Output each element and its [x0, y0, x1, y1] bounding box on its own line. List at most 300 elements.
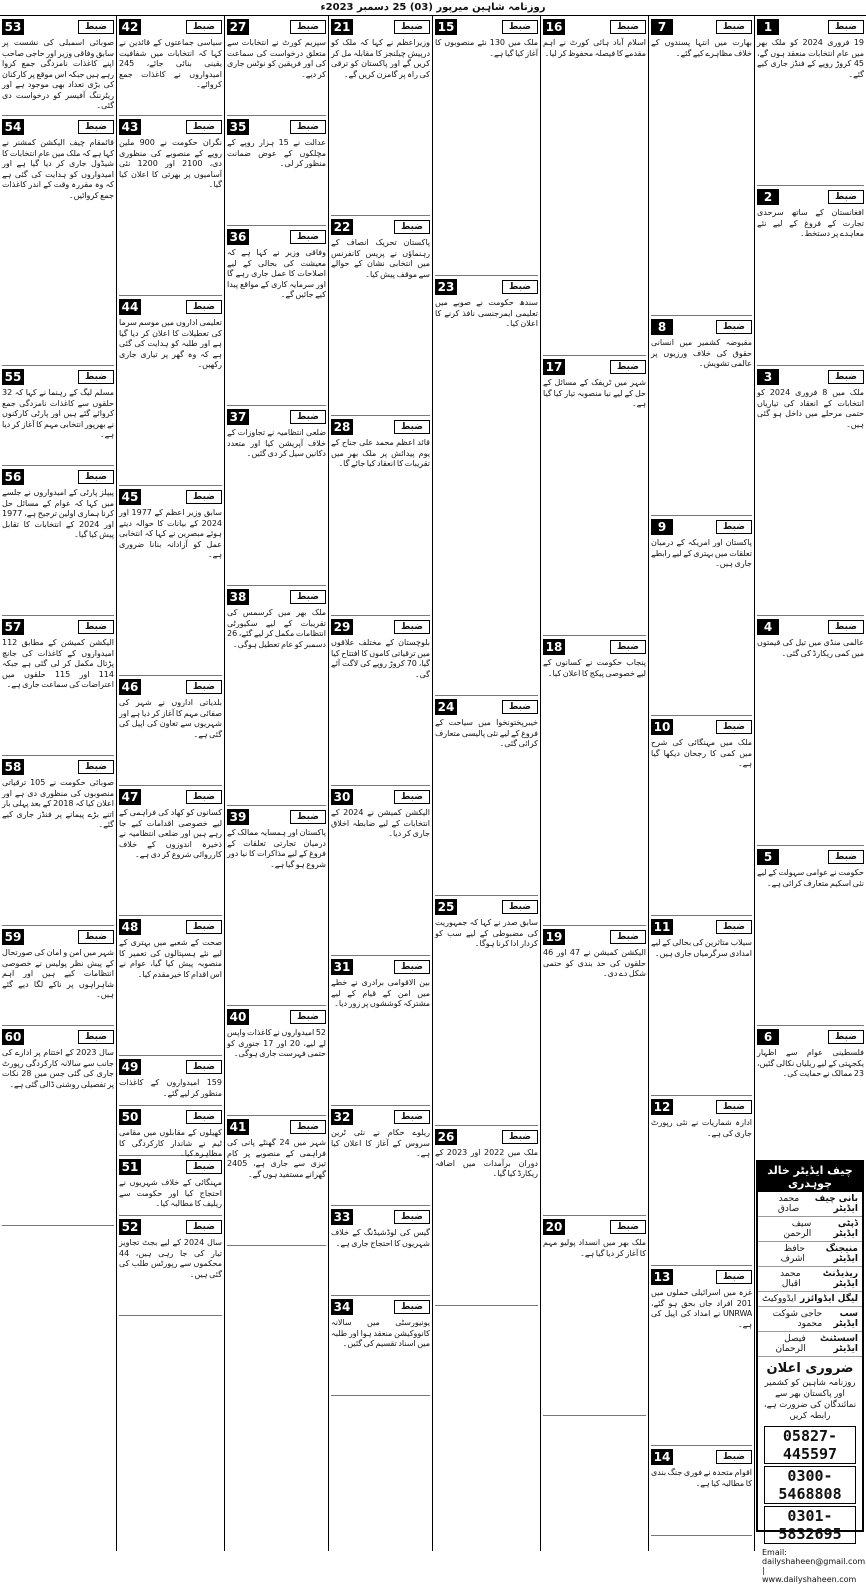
news-item-badge: ضبط: [186, 1110, 222, 1124]
news-item-text: سال 2023 کے اختتام پر ادارے کی جانب سے سالانہ کارکردگی رپورٹ جاری کی گئی جس میں 28 نکات پر تفصیلی روشنی ڈالی گئی ہے۔: [2, 1048, 114, 1089]
news-item-text: صوبائی حکومت نے 105 ترقیاتی منصوبوں کی منظوری دی ہے اور اعلان کیا کہ 2018 کے بعد پہلی بار اتنے بڑے پیمانے پر فنڈز جاری کیے گئے۔: [2, 778, 114, 829]
news-item-badge: ضبط: [186, 120, 222, 134]
news-item: [331, 416, 430, 616]
editorial-credits-box: [756, 1160, 866, 1584]
news-item-number: 25: [435, 899, 457, 915]
news-item: [331, 16, 430, 216]
news-item-text: عالمی منڈی میں تیل کی قیمتوں میں کمی ریکارڈ کی گئی۔: [757, 638, 864, 658]
credit-name: محمد صادق: [777, 1194, 800, 1214]
news-column: [432, 16, 540, 1551]
credit-role: سب ایڈیٹر: [833, 1309, 858, 1329]
news-item-text: کھیلوں کے مقابلوں میں مقامی ٹیم نے شاندار کارکردگی کا مظاہرہ کیا۔: [119, 1128, 222, 1158]
news-item-number: 7: [651, 19, 673, 35]
news-column: [648, 16, 754, 1551]
news-item-number: 45: [119, 489, 141, 505]
news-item: [651, 716, 752, 916]
news-item-number: 5: [757, 849, 779, 865]
news-item: [757, 846, 864, 1026]
news-item-number: 43: [119, 119, 141, 135]
news-item-header: [435, 278, 538, 296]
news-item-header: [331, 1108, 430, 1126]
credit-name: محمد اقبال: [780, 1269, 801, 1289]
news-item-text: الیکشن کمیشن کے مطابق 112 امیدواروں کے کاغذات کی جانچ پڑتال مکمل کر لی گئی ہے جبکہ 114 اور 115 حلقوں میں اعتراضات کی سماعت جاری ہے۔: [2, 638, 114, 689]
news-item-number: 50: [119, 1109, 141, 1125]
news-item-header: [757, 618, 864, 636]
news-item-text: پنجاب حکومت نے کسانوں کے لیے خصوصی پیکج کا اعلان کیا۔: [543, 658, 646, 678]
news-item-header: [2, 368, 114, 386]
news-item-badge: ضبط: [290, 120, 326, 134]
credit-name: حافظ اشرف: [780, 1244, 805, 1264]
news-item-text: الیکشن کمیشن نے 47 اور 46 حلقوں کی حد بندی کو حتمی شکل دے دی۔: [543, 948, 646, 978]
news-item: [651, 916, 752, 1096]
news-item: [331, 786, 430, 956]
news-item: [119, 1056, 222, 1106]
news-item: [2, 616, 114, 756]
news-item-badge: ضبط: [610, 930, 646, 944]
news-item-badge: ضبط: [716, 520, 752, 534]
notice-body: روزنامہ شاہین کو کشمیر اور پاکستان بھر سے نمائندگان کی ضرورت ہے، رابطہ کریں: [763, 1378, 857, 1421]
news-item-badge: ضبط: [290, 1120, 326, 1134]
news-item: [227, 1006, 326, 1116]
news-item-number: 55: [2, 369, 24, 385]
news-item-text: سابق صدر نے کہا کہ جمہوریت کی مضبوطی کے لیے سب کو کردار ادا کرنا ہوگا۔: [435, 918, 538, 948]
phone-number: 0301-5832695: [764, 1506, 856, 1544]
news-item-header: [435, 18, 538, 36]
news-item-header: [543, 18, 646, 36]
news-item-number: 29: [331, 619, 353, 635]
news-item-header: [119, 118, 222, 136]
news-item-badge: ضبط: [394, 20, 430, 34]
news-item-header: [119, 1108, 222, 1126]
news-item-header: [119, 1218, 222, 1236]
news-item-header: [543, 358, 646, 376]
news-item-text: یونیورسٹی میں سالانہ کانووکیشن منعقد ہوا اور طلبہ میں اسناد تقسیم کی گئیں۔: [331, 1318, 430, 1348]
credit-role: بانی چیف ایڈیٹر: [814, 1194, 858, 1214]
news-item: [119, 786, 222, 916]
news-item-text: شہر میں امن و امان کی صورتحال کے پیش نظر پولیس نے خصوصی انتظامات کیے ہیں اور اہم شاہراہوں پر ناکے لگا دیے گئے ہیں۔: [2, 948, 114, 999]
news-item-text: ملک میں 8 فروری 2024 کو انتخابات کے انعقاد کی تیاریاں حتمی مرحلے میں داخل ہو گئی ہیں۔: [757, 388, 865, 429]
news-item-badge: ضبط: [502, 700, 538, 714]
news-column: [116, 16, 224, 1551]
news-item-badge: ضبط: [502, 1130, 538, 1144]
news-item-header: [2, 1028, 114, 1046]
news-item-badge: ضبط: [290, 230, 326, 244]
news-item-badge: ضبط: [502, 20, 538, 34]
news-item: [2, 116, 114, 366]
news-item: [651, 1096, 752, 1266]
news-item-text: خیبرپختونخوا میں سیاحت کے فروغ کے لیے نئی پالیسی متعارف کرائی گئی۔: [435, 718, 538, 748]
news-item: [543, 636, 646, 926]
news-item-badge: ضبط: [716, 720, 752, 734]
news-item-header: [543, 928, 646, 946]
news-item-header: [651, 718, 752, 736]
news-item-number: 1: [757, 19, 779, 35]
news-item: [2, 466, 114, 616]
chief-editor-header: چیف ایڈیٹر خالد چوہدری: [758, 1162, 862, 1192]
news-item-badge: ضبط: [290, 1010, 326, 1024]
news-item-badge: ضبط: [290, 810, 326, 824]
news-item-badge: ضبط: [828, 850, 864, 864]
news-item-number: 2: [757, 189, 779, 205]
news-item-header: [227, 588, 326, 606]
news-item-number: 12: [651, 1099, 673, 1115]
news-item-badge: ضبط: [394, 620, 430, 634]
news-item-text: حکومت نے عوامی سہولت کے لیے نئی اسکیم متعارف کرائی ہے۔: [757, 868, 864, 888]
news-item: [227, 1116, 326, 1246]
news-item-number: 26: [435, 1129, 457, 1145]
news-item-header: [119, 298, 222, 316]
news-item: [119, 296, 222, 486]
news-item-header: [227, 18, 326, 36]
news-item-badge: ضبط: [828, 370, 864, 384]
news-item-badge: ضبط: [394, 420, 430, 434]
news-item-header: [2, 758, 114, 776]
news-item-header: [331, 1208, 430, 1226]
news-item-text: ادارہ شماریات نے نئی رپورٹ جاری کی ہے۔: [651, 1118, 752, 1138]
news-item-badge: ضبط: [394, 790, 430, 804]
news-item-number: 51: [119, 1159, 141, 1175]
credit-row: [758, 1292, 862, 1307]
masthead-title: روزنامہ شاہین میرپور (03) 25 دسمبر 2023ء: [320, 2, 546, 13]
news-item-header: [757, 368, 864, 386]
news-item-text: ملک بھر میں کرسمس کی تقریبات کے لیے سکیورٹی انتظامات مکمل کر لیے گئے، 26 دسمبر کو عام تعطیل ہوگی۔: [227, 608, 326, 649]
news-item: [331, 1206, 430, 1296]
news-item-badge: ضبط: [828, 620, 864, 634]
news-item-text: قائد اعظم محمد علی جناح کے یوم پیدائش پر ملک بھر میں تقریبات کا انعقاد کیا جائے گا۔: [331, 438, 430, 468]
news-item-header: [651, 918, 752, 936]
news-item-number: 11: [651, 919, 673, 935]
news-item-text: مسلم لیگ کے رہنما نے کہا کہ 32 حلقوں سے کاغذات نامزدگی جمع کروائے گئے ہیں اور پارٹی کارکنوں نے بھرپور انتخابی مہم کا آغاز کر دیا ہے۔: [2, 388, 114, 439]
news-item-text: الیکشن کمیشن نے 2024 کے انتخابات کے لیے ضابطہ اخلاق جاری کر دیا۔: [331, 808, 430, 838]
credit-row: [758, 1242, 862, 1267]
news-item: [119, 486, 222, 676]
news-item-text: شہر میں 24 گھنٹے پانی کی فراہمی کے منصوبے پر کام تیزی سے جاری ہے، 2405 گھرانے مستفید ہوں گے۔: [227, 1138, 326, 1179]
news-item-text: اقوام متحدہ نے فوری جنگ بندی کا مطالبہ کیا ہے۔: [651, 1468, 752, 1488]
news-item-badge: ضبط: [394, 1300, 430, 1314]
news-item-text: 19 فروری 2024 کو ملک بھر میں عام انتخابات منعقد ہوں گے، 45 کروڑ روپے کے فنڈز جاری کیے گئے۔: [757, 38, 864, 79]
news-item-badge: ضبط: [186, 680, 222, 694]
news-item: [543, 926, 646, 1216]
news-item-badge: ضبط: [716, 320, 752, 334]
news-item: [331, 1106, 430, 1206]
news-item-header: [227, 808, 326, 826]
news-item-number: 36: [227, 229, 249, 245]
news-item-text: تعلیمی اداروں میں موسم سرما کی تعطیلات کا اعلان کر دیا گیا ہے اور طلبہ کو ہدایت کی گئی ہے کہ وہ گھر پر تیاری جاری رکھیں۔: [119, 318, 222, 369]
news-item-badge: ضبط: [394, 1210, 430, 1224]
news-item: [757, 616, 864, 846]
news-item-number: 17: [543, 359, 565, 375]
news-item: [543, 16, 646, 356]
news-item-number: 28: [331, 419, 353, 435]
news-item-badge: ضبط: [186, 1160, 222, 1174]
news-item: [2, 756, 114, 926]
news-item-header: [227, 228, 326, 246]
news-item-header: [435, 1128, 538, 1146]
credit-role: منیجنگ ایڈیٹر: [825, 1244, 858, 1264]
news-item-text: مقبوضہ کشمیر میں انسانی حقوق کی خلاف ورزیوں پر عالمی تشویش۔: [651, 338, 752, 368]
news-item-header: [331, 788, 430, 806]
news-item-header: [227, 1118, 326, 1136]
news-item-text: اسلام آباد ہائی کورٹ نے اہم مقدمے کا فیصلہ محفوظ کر لیا۔: [543, 38, 646, 58]
news-item: [227, 406, 326, 586]
news-item: [757, 16, 864, 186]
news-item-header: [119, 918, 222, 936]
credit-role: لیگل ایڈوائزر: [800, 1294, 858, 1304]
news-item: [543, 356, 646, 636]
news-item: [119, 116, 222, 296]
news-item-badge: ضبط: [78, 930, 114, 944]
news-item-badge: ضبط: [290, 20, 326, 34]
news-item-text: وزیراعظم نے کہا کہ ملک کو درپیش چیلنجز کا مقابلہ مل کر کریں گے اور پاکستان کو ترقی کی راہ پر گامزن کریں گے۔: [331, 38, 430, 79]
news-item-header: [2, 18, 114, 36]
news-item-number: 16: [543, 19, 565, 35]
phone-list: [758, 1426, 862, 1544]
news-item-header: [435, 698, 538, 716]
news-item-number: 20: [543, 1219, 565, 1235]
news-item-badge: ضبط: [716, 920, 752, 934]
news-item: [119, 16, 222, 116]
news-item-text: پاکستان اور ہمسایہ ممالک کے درمیان تجارتی تعلقات کے فروغ کے لیے مذاکرات کا نیا دور شروع ہو گیا ہے۔: [227, 828, 326, 869]
news-item: [651, 16, 752, 316]
news-item: [435, 896, 538, 1126]
news-item-number: 44: [119, 299, 141, 315]
news-item-number: 24: [435, 699, 457, 715]
news-item-number: 8: [651, 319, 673, 335]
news-item-text: گیس کی لوڈشیڈنگ کے خلاف شہریوں کا احتجاج جاری ہے۔: [331, 1228, 430, 1248]
news-item-number: 34: [331, 1299, 353, 1315]
news-item-header: [2, 928, 114, 946]
news-item-text: مہنگائی کے خلاف شہریوں نے احتجاج کیا اور حکومت سے ریلیف کا مطالبہ کیا۔: [119, 1178, 222, 1208]
news-column: [0, 16, 116, 1551]
news-item-number: 54: [2, 119, 24, 135]
news-item-number: 19: [543, 929, 565, 945]
news-item-number: 22: [331, 219, 353, 235]
news-item: [651, 516, 752, 716]
news-item-number: 35: [227, 119, 249, 135]
news-item-number: 53: [2, 19, 24, 35]
news-item-number: 32: [331, 1109, 353, 1125]
news-item: [331, 1296, 430, 1396]
news-item-text: سپریم کورٹ نے انتخابات سے متعلق درخواست کی سماعت کی اور فریقین کو نوٹس جاری کر دیے۔: [227, 38, 326, 79]
credit-role: ڈپٹی ایڈیٹر: [833, 1219, 858, 1239]
news-item: [543, 1216, 646, 1416]
news-item-header: [227, 408, 326, 426]
news-item-badge: ضبط: [610, 1220, 646, 1234]
news-item-header: [543, 1218, 646, 1236]
credit-name: ایڈووکیٹ: [762, 1294, 797, 1304]
news-item-badge: ضبط: [828, 20, 864, 34]
news-item-header: [651, 18, 752, 36]
news-item-text: غزہ میں اسرائیلی حملوں میں 201 افراد جاں بحق ہو گئے، UNRWA نے امداد کی اپیل کی ہے۔: [651, 1288, 752, 1329]
news-item: [227, 116, 326, 226]
news-item-text: بھارت میں انتہا پسندوں کے خلاف مظاہرے کیے گئے۔: [651, 38, 752, 58]
news-item-number: 37: [227, 409, 249, 425]
credit-role: اسسٹنٹ ایڈیٹر: [820, 1334, 858, 1354]
news-item-badge: ضبط: [716, 1450, 752, 1464]
news-item-header: [757, 1028, 864, 1046]
news-item-badge: ضبط: [502, 900, 538, 914]
news-item-text: 159 امیدواروں کے کاغذات منظور کر لیے گئے۔: [119, 1078, 222, 1098]
news-item-number: 39: [227, 809, 249, 825]
news-item-text: پاکستان تحریک انصاف کے رہنماؤں نے پریس کانفرنس میں انتخابی نشان کے حوالے سے موقف پیش کیا۔: [331, 238, 430, 279]
news-item-text: ملک بھر میں انسداد پولیو مہم کا آغاز کر دیا گیا ہے۔: [543, 1238, 646, 1258]
page-grid: [0, 16, 866, 1551]
news-item-badge: ضبط: [186, 790, 222, 804]
credit-name: سیف الرحمن: [783, 1219, 812, 1239]
news-item-header: [119, 1058, 222, 1076]
news-item-header: [119, 678, 222, 696]
news-item-text: وفاقی وزیر نے کہا ہے کہ معیشت کی بحالی کے لیے اصلاحات کا عمل جاری رہے گا اور سرمایہ کاری کے مواقع پیدا کیے جائیں گے۔: [227, 248, 326, 299]
news-item: [227, 806, 326, 1006]
news-item-text: بلدیاتی اداروں نے شہر کی صفائی مہم کا آغاز کر دیا ہے اور شہریوں سے تعاون کی اپیل کی گئی ہے۔: [119, 698, 222, 739]
news-item-text: سابق وزیر اعظم کے 1977 اور 2024 کے بیانات کا حوالہ دیتے ہوئے مبصرین نے کہا کہ انتخابی عمل کو آزادانہ بنانا ضروری ہے۔: [119, 508, 222, 559]
phone-number: 05827-445597: [764, 1426, 856, 1464]
news-item-number: 59: [2, 929, 24, 945]
credit-role: ریذیڈنٹ ایڈیٹر: [822, 1269, 858, 1289]
news-item-header: [119, 488, 222, 506]
news-item: [331, 216, 430, 416]
news-item-text: نگران حکومت نے 900 ملین روپے کے منصوبے کی منظوری دی، 2100 اور 1200 نئی آسامیوں پر بھرتی کا اعلان کیا گیا۔: [119, 138, 222, 189]
news-item-header: [331, 958, 430, 976]
news-item-number: 48: [119, 919, 141, 935]
news-item-header: [757, 188, 864, 206]
news-item-badge: ضبط: [610, 360, 646, 374]
credit-name: حاجی شوکت محمود: [772, 1309, 823, 1329]
news-item-badge: ضبط: [78, 620, 114, 634]
news-item-badge: ضبط: [78, 760, 114, 774]
news-item-text: قائمقام چیف الیکشن کمشنر نے کہا ہے کہ ملک میں عام انتخابات کا شیڈول جاری کر دیا گیا ہے اور امیدواروں کو ہدایت کی گئی ہے کہ وہ مقررہ وقت کے اندر کاغذات جمع کروائیں۔: [2, 138, 114, 200]
news-item-header: [2, 468, 114, 486]
news-item-text: ملک میں 2022 اور 2023 کے دوران برآمدات میں اضافہ ریکارڈ کیا گیا۔: [435, 1148, 538, 1178]
news-item-text: صوبائی اسمبلی کی نشست پر سابق وفاقی وزیر اور حاجی صاحب اپنے کاغذات نامزدگی جمع کروا رہے ہیں جبکہ اس موقع پر کارکنان کی بڑی تعداد بھی موجود ہے اور ریٹرننگ آفیسر کو درخواست دی گئی۔: [2, 38, 114, 110]
news-item-header: [331, 618, 430, 636]
news-item-number: 49: [119, 1059, 141, 1075]
news-item-number: 31: [331, 959, 353, 975]
news-item-number: 23: [435, 279, 457, 295]
news-item: [757, 366, 864, 616]
news-item-number: 6: [757, 1029, 779, 1045]
news-item: [2, 1026, 114, 1226]
news-item-badge: ضبط: [186, 1060, 222, 1074]
news-item: [2, 926, 114, 1026]
news-item-header: [651, 518, 752, 536]
news-item-badge: ضبط: [290, 590, 326, 604]
news-item-header: [2, 618, 114, 636]
news-item-header: [2, 118, 114, 136]
news-item: [435, 276, 538, 696]
news-item: [227, 226, 326, 406]
news-item: [2, 366, 114, 466]
news-item-text: افغانستان کے ساتھ سرحدی تجارت کے فروغ کے لیے نئے معاہدے پر دستخط۔: [757, 208, 864, 238]
news-item-header: [119, 18, 222, 36]
news-item-badge: ضبط: [186, 490, 222, 504]
news-item-number: 30: [331, 789, 353, 805]
news-item: [2, 16, 114, 116]
news-item-text: 52 امیدواروں نے کاغذات واپس لے لیے، 20 اور 17 جنوری کو حتمی فہرست جاری ہوگی۔: [227, 1028, 326, 1058]
email-line: Email: dailyshaheen@gmail.com | www.dailyshaheen.com: [762, 1548, 866, 1584]
news-item: [227, 16, 326, 116]
news-item-header: [543, 638, 646, 656]
news-item-text: سیاسی جماعتوں کے قائدین نے کہا کہ انتخابات میں شفافیت یقینی بنائی جائے، 245 امیدواروں نے کاغذات جمع کروائے۔: [119, 38, 222, 89]
news-column: [540, 16, 648, 1551]
news-item-number: 47: [119, 789, 141, 805]
news-item: [119, 916, 222, 1056]
news-item-badge: ضبط: [78, 20, 114, 34]
news-item: [757, 186, 864, 366]
credit-row: [758, 1217, 862, 1242]
news-item-text: سال 2024 کے لیے بجٹ تجاویز تیار کی جا رہی ہیں، 44 محکموں سے رپورٹس طلب کی گئی ہیں۔: [119, 1238, 222, 1279]
news-item-header: [331, 1298, 430, 1316]
news-column: [224, 16, 328, 1551]
news-item-number: 41: [227, 1119, 249, 1135]
news-item-header: [651, 318, 752, 336]
news-item-text: پاکستان اور امریکہ کے درمیان تعلقات میں بہتری کے لیے رابطے جاری ہیں۔: [651, 538, 752, 568]
news-item-number: 46: [119, 679, 141, 695]
credit-row: [758, 1192, 862, 1217]
news-item: [435, 696, 538, 896]
credit-row: [758, 1307, 862, 1332]
credit-name: فیصل الرحمان: [775, 1334, 806, 1354]
news-item-number: 58: [2, 759, 24, 775]
news-item-badge: ضبط: [78, 120, 114, 134]
news-item-header: [227, 1008, 326, 1026]
news-item-header: [331, 18, 430, 36]
news-item-number: 3: [757, 369, 779, 385]
news-item-text: صحت کے شعبے میں بہتری کے لیے نئے ہسپتالوں کی تعمیر کا منصوبہ پیش کیا گیا، عوام نے اس اقدام کا خیرمقدم کیا۔: [119, 938, 222, 979]
news-item-badge: ضبط: [610, 640, 646, 654]
news-item-header: [651, 1448, 752, 1466]
news-item-badge: ضبط: [186, 20, 222, 34]
news-item-badge: ضبط: [78, 1030, 114, 1044]
news-item-text: ملک میں 130 نئے منصوبوں کا آغاز کیا گیا ہے۔: [435, 38, 538, 58]
news-item-badge: ضبط: [78, 370, 114, 384]
news-item-number: 9: [651, 519, 673, 535]
news-item-number: 21: [331, 19, 353, 35]
news-item: [119, 676, 222, 786]
news-item-badge: ضبط: [186, 920, 222, 934]
news-item-badge: ضبط: [394, 960, 430, 974]
news-item: [651, 316, 752, 516]
news-item: [227, 586, 326, 806]
news-item-text: شہر میں ٹریفک کے مسائل کے حل کے لیے نیا منصوبہ تیار کیا گیا ہے۔: [543, 378, 646, 408]
news-item-badge: ضبط: [186, 1220, 222, 1234]
news-item-number: 14: [651, 1449, 673, 1465]
credit-row: [758, 1332, 862, 1357]
news-item: [119, 1106, 222, 1156]
news-item-text: بین الاقوامی برادری نے خطے میں امن کے قیام کے لیے مشترکہ کوششوں پر زور دیا۔: [331, 978, 430, 1008]
phone-number: 0300-5468808: [764, 1466, 856, 1504]
news-item-badge: ضبط: [828, 190, 864, 204]
news-item-text: کسانوں کو کھاد کی فراہمی کے لیے خصوصی اقدامات کیے جا رہے ہیں اور ضلعی انتظامیہ نے ذخیرہ اندوزوں کے خلاف کارروائی شروع کر دی ہے۔: [119, 808, 222, 859]
news-item: [331, 956, 430, 1106]
news-item: [435, 1126, 538, 1306]
news-item-number: 42: [119, 19, 141, 35]
news-item: [119, 1156, 222, 1216]
news-item: [651, 1266, 752, 1446]
news-item-badge: ضبط: [290, 410, 326, 424]
news-item-number: 10: [651, 719, 673, 735]
news-item-number: 57: [2, 619, 24, 635]
news-item-text: ضلعی انتظامیہ نے تجاوزات کے خلاف آپریشن کیا اور متعدد دکانیں سیل کر دی گئیں۔: [227, 428, 326, 458]
news-item-badge: ضبط: [610, 20, 646, 34]
news-item-badge: ضبط: [828, 1030, 864, 1044]
news-item: [435, 16, 538, 276]
news-item-badge: ضبط: [716, 1100, 752, 1114]
news-item-number: 40: [227, 1009, 249, 1025]
news-item-header: [331, 418, 430, 436]
news-item-header: [435, 898, 538, 916]
news-item-text: بلوچستان کے مختلف علاقوں میں ترقیاتی کاموں کا افتتاح کیا گیا، 70 کروڑ روپے کی لاگت آئے گی۔: [331, 638, 430, 679]
